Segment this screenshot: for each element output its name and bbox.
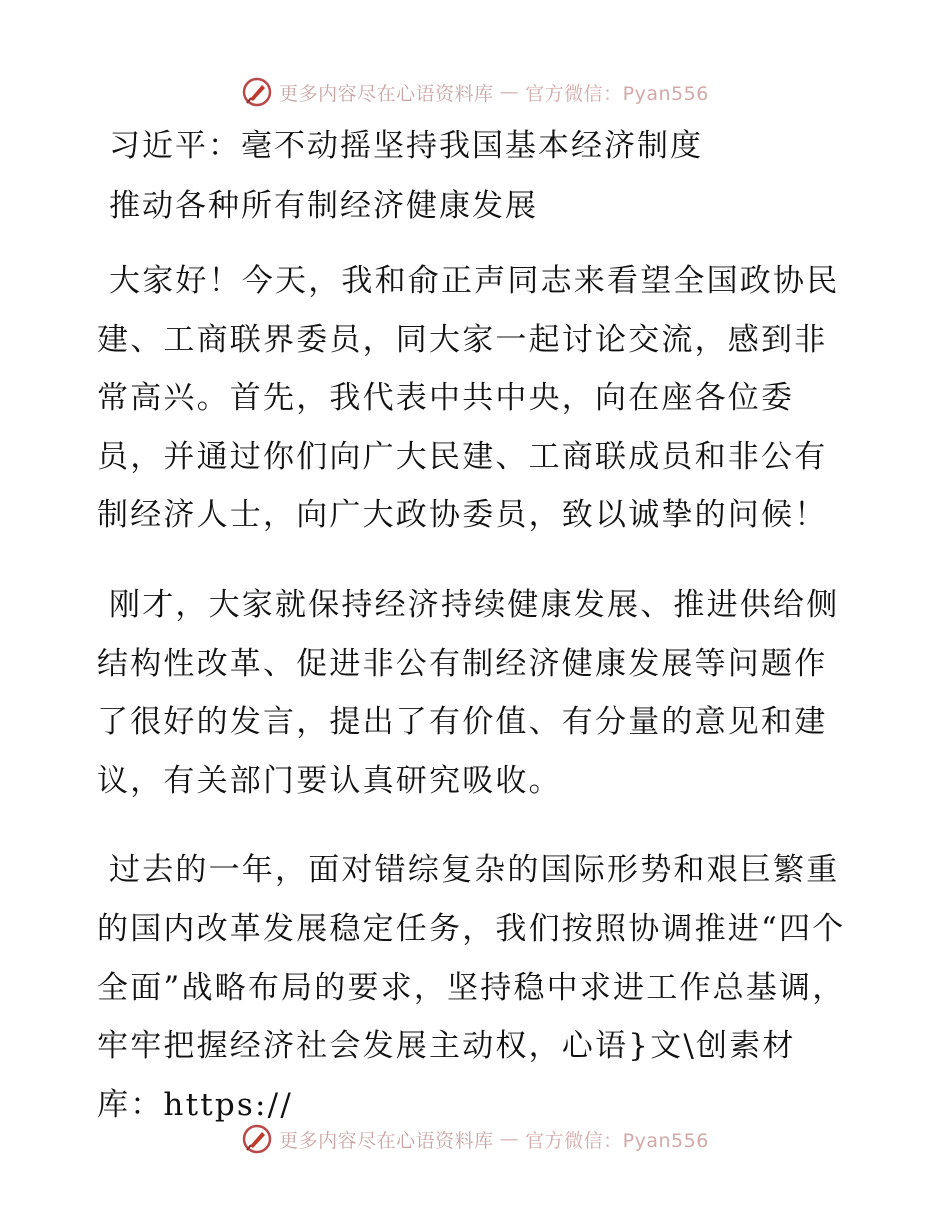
watermark-separator: — — [499, 81, 520, 103]
watermark-contact: 官方微信：Pyan556 — [525, 82, 709, 105]
paragraph-1: 大家好！今天，我和俞正声同志来看望全国政协民建、工商联界委员，同大家一起讨论交流，感到非常高兴。首先，我代表中共中央，向在座各位委员，并通过你们向广大民建、工商联成员和非公有制经济人士，向广大政协委员，致以诚挚的问候！ — [97, 263, 840, 534]
watermark-text: 更多内容尽在心语资料库 — [279, 1129, 494, 1152]
document-title-line-1: 习近平：毫不动摇坚持我国基本经济制度 — [109, 128, 703, 164]
watermark-separator: — — [499, 1128, 520, 1150]
header-watermark — [0, 72, 950, 112]
quill-circle-icon — [241, 1123, 273, 1155]
watermark-contact: 官方微信：Pyan556 — [525, 1129, 709, 1152]
paragraph-3: 过去的一年，面对错综复杂的国际形势和艰巨繁重的国内改革发展稳定任务，我们按照协调推进“四个全面”战略布局的要求，坚持稳中求进工作总基调，牢牢把握经济社会发展主动权，心语}文\创素材库：https:// — [97, 852, 846, 1123]
document-title-line-2: 推动各种所有制经济健康发展 — [109, 188, 538, 224]
watermark-text: 更多内容尽在心语资料库 — [279, 82, 494, 105]
document-body — [97, 122, 857, 1165]
quill-circle-icon — [241, 76, 273, 108]
paragraph-2: 刚才，大家就保持经济持续健康发展、推进供给侧结构性改革、促进非公有制经济健康发展等问题作了很好的发言，提出了有价值、有分量的意见和建议，有关部门要认真研究吸收。 — [97, 586, 840, 799]
footer-watermark — [0, 1119, 950, 1159]
